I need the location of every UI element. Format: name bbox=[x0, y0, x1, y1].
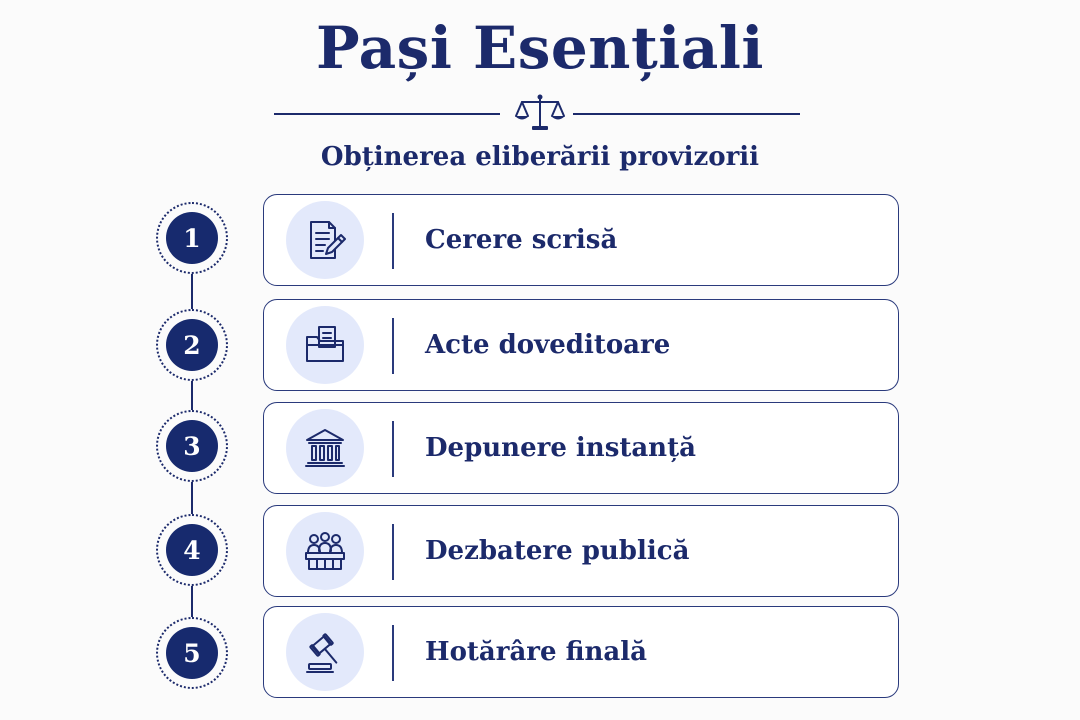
step-number-badge bbox=[156, 202, 228, 274]
document-pen-icon bbox=[286, 201, 364, 279]
step-card-final-decision bbox=[263, 606, 899, 698]
subtitle: Obținerea eliberării provizorii bbox=[320, 142, 760, 172]
courthouse-icon bbox=[286, 409, 364, 487]
divider-left bbox=[274, 113, 500, 115]
step-number-badge bbox=[156, 617, 228, 689]
step-number: 2 bbox=[166, 319, 218, 371]
step-number-badge bbox=[156, 514, 228, 586]
step-card-supporting-documents bbox=[263, 299, 899, 391]
card-separator bbox=[392, 318, 394, 374]
card-separator bbox=[392, 625, 394, 681]
folder-icon bbox=[286, 306, 364, 384]
step-number: 4 bbox=[166, 524, 218, 576]
step-number-badge bbox=[156, 309, 228, 381]
card-separator bbox=[392, 213, 394, 269]
step-number: 1 bbox=[166, 212, 218, 264]
step-card-court-filing bbox=[263, 402, 899, 494]
page-title: Pași Esențiali bbox=[316, 14, 764, 82]
scales-of-justice-icon bbox=[512, 92, 568, 134]
gavel-icon bbox=[286, 613, 364, 691]
step-card-public-hearing bbox=[263, 505, 899, 597]
step-label: Dezbatere publică bbox=[425, 536, 690, 566]
card-separator bbox=[392, 524, 394, 580]
card-separator bbox=[392, 421, 394, 477]
audience-icon bbox=[286, 512, 364, 590]
divider-right bbox=[573, 113, 800, 115]
step-label: Hotărâre finală bbox=[425, 637, 647, 667]
step-label: Depunere instanță bbox=[425, 433, 696, 463]
step-label: Acte doveditoare bbox=[425, 330, 671, 360]
step-number-badge bbox=[156, 410, 228, 482]
step-number: 5 bbox=[166, 627, 218, 679]
step-card-written-request bbox=[263, 194, 899, 286]
step-label: Cerere scrisă bbox=[425, 225, 618, 255]
step-number: 3 bbox=[166, 420, 218, 472]
